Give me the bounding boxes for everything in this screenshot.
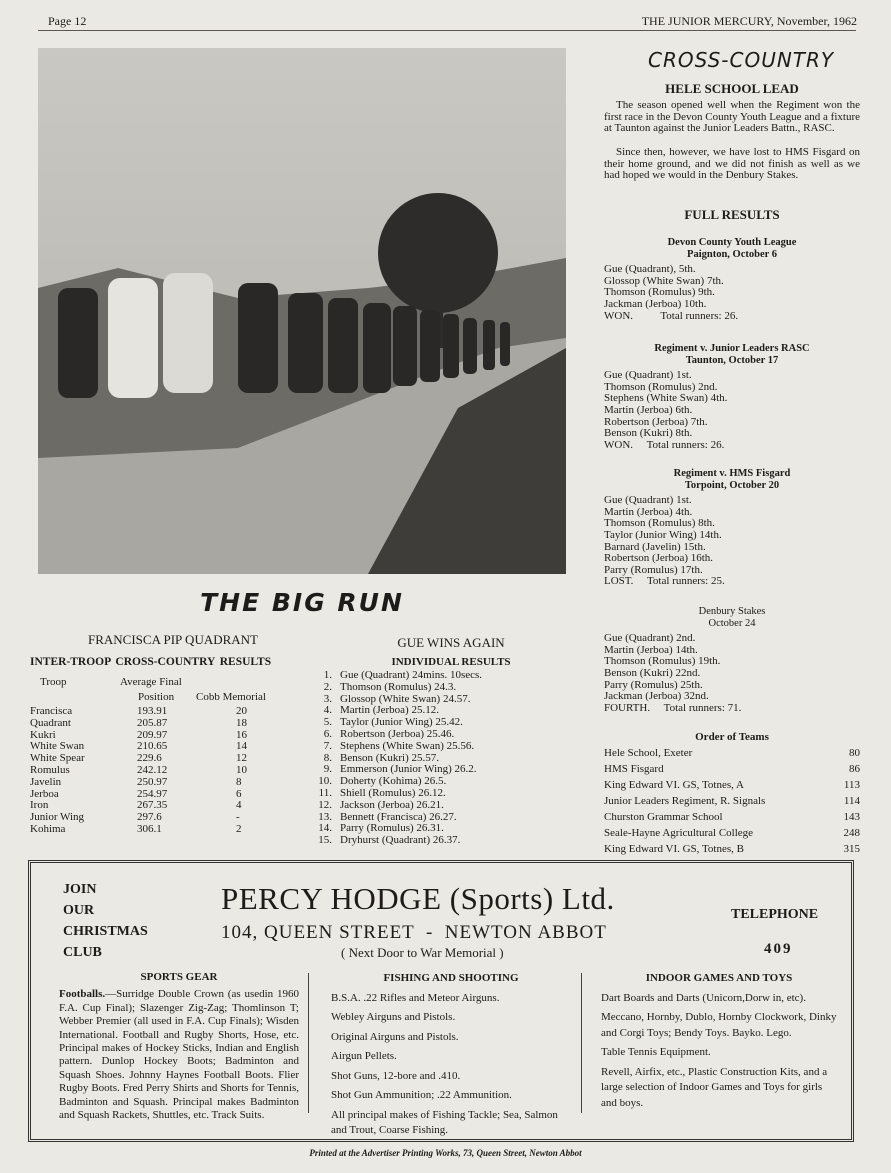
result-rank: 8. <box>323 751 332 764</box>
team-score: 113 <box>843 779 860 791</box>
page-number: Page 12 <box>48 14 87 28</box>
result-line: Martin (Jerboa) 6th. <box>604 403 693 416</box>
troop-cobb: 12 <box>236 752 247 765</box>
big-run-photo <box>38 48 566 574</box>
fishing-shooting-title: FISHING AND SHOOTING <box>383 972 519 984</box>
troop-name: White Spear <box>30 752 85 765</box>
troop-average: 267.35 <box>137 799 168 812</box>
team-row <box>604 809 860 825</box>
result-rank: 6. <box>323 727 332 740</box>
troop-cobb: 10 <box>236 763 247 776</box>
result-line: Taylor (Junior Wing) 14th. <box>604 528 722 541</box>
result-line: WON. Total runners: 26. <box>604 309 739 322</box>
team-row <box>604 825 860 841</box>
troop-name: Jerboa <box>30 787 59 800</box>
team-name: Junior Leaders Regiment, R. Signals <box>604 795 766 807</box>
sports-gear-text: —Surridge Double Crown (as usedin 1960 F.A. Cup Final); Slazenger Zig-Zag; Thomlinson T; Webber Premier (all used in F.A. Cup Finals); Wisden International. Football and Rugby Shorts, Hose, etc. Principal makes of Hockey Sticks, Indian and English pattern. Dunlop Hockey Boots; Badminton and Squash Shoes. Johnny Haynes Football Boots. Flier Rugby Boots. Fred Perry Shirts and Shorts for Tennis, Badminton and Squash. Principal makes Badminton and Squash Rackets, Shuttles, etc. Track Suits. <box>59 988 299 1122</box>
advert-item: Meccano, Hornby, Dublo, Hornby Clockwork, Dinky and Corgi Toys; Bendy Toys. Bayko. Lego. <box>601 1011 837 1039</box>
section-subheading: October 24 <box>708 617 756 629</box>
team-score: 143 <box>843 811 860 823</box>
quadrant-title: FRANCISCA PIP QUADRANT <box>88 632 258 647</box>
troop-cobb: 8 <box>236 775 242 788</box>
troop-average: 297.6 <box>137 811 162 824</box>
advert-item: Airgun Pellets. <box>331 1050 397 1062</box>
next-door-note: ( Next Door to War Memorial ) <box>341 945 504 960</box>
quadrant-table <box>30 706 300 836</box>
result-line: Gue (Quadrant), 5th. <box>604 263 696 276</box>
result-line: WON. Total runners: 26. <box>604 438 725 451</box>
result-line: LOST. Total runners: 25. <box>604 575 725 588</box>
quadrant-row <box>30 765 300 777</box>
result-line: Glossop (White Swan) 7th. <box>604 274 724 287</box>
col-average: Average Final <box>120 676 182 688</box>
result-rank: 10. <box>318 775 332 788</box>
result-line: Benson (Kukri) 22nd. <box>604 666 701 679</box>
quadrant-row <box>30 777 300 789</box>
result-line: Parry (Romulus) 25th. <box>604 678 703 691</box>
section-subheading: Paignton, October 6 <box>687 248 777 260</box>
join-text: JOIN <box>63 882 97 897</box>
result-line: Thomson (Romulus) 2nd. <box>604 380 718 393</box>
full-results-title: FULL RESULTS <box>684 207 780 222</box>
troop-cobb: 2 <box>236 822 242 835</box>
troop-average: 250.97 <box>137 775 168 788</box>
troop-name: Romulus <box>30 763 70 776</box>
sports-gear-title: SPORTS GEAR <box>140 971 218 983</box>
our-text: OUR <box>63 903 95 918</box>
result-line: Robertson (Jerboa) 16th. <box>604 552 714 565</box>
result-text: Bennett (Francisca) 26.27. <box>340 810 457 823</box>
advert-item: Table Tennis Equipment. <box>601 1046 711 1058</box>
section-subheading: Torpoint, October 20 <box>684 479 780 491</box>
result-line: Stephens (White Swan) 4th. <box>604 392 728 405</box>
result-line: Martin (Jerboa) 14th. <box>604 643 698 656</box>
cross-paragraph-1: The season opened well when the Regiment won the first race in the Devon County Youth League and a fixture at Taunton against the Junior Leaders Battn., RASC. <box>604 99 860 135</box>
troop-average: 306.1 <box>137 822 162 835</box>
troop-cobb: 16 <box>236 728 247 741</box>
result-line: Thomson (Romulus) 9th. <box>604 286 715 299</box>
publication-title: THE JUNIOR MERCURY, November, 1962 <box>641 14 857 28</box>
result-text: Martin (Jerboa) 25.12. <box>340 704 439 717</box>
individual-result-row <box>318 729 588 741</box>
result-line: Robertson (Jerboa) 7th. <box>604 415 708 428</box>
result-rank: 14. <box>318 822 332 835</box>
result-rank: 9. <box>323 763 332 776</box>
result-rank: 3. <box>323 692 332 705</box>
result-text: Stephens (White Swan) 25.56. <box>340 739 475 752</box>
cross-paragraph-2: Since then, however, we have lost to HMS Fisgard on their home ground, and we did not finish as well as we had hoped we would in the Denbury Stakes. <box>604 146 860 182</box>
result-section-1 <box>604 237 860 322</box>
troop-cobb: 18 <box>236 716 247 729</box>
result-rank: 2. <box>323 680 332 693</box>
individual-result-row <box>318 741 588 753</box>
team-name: King Edward VI. GS, Totnes, B <box>604 843 744 855</box>
column-divider <box>308 973 309 1113</box>
footballs-lead: Footballs. <box>59 988 106 1001</box>
result-text: Emmerson (Junior Wing) 26.2. <box>340 763 477 776</box>
result-line: FOURTH. Total runners: 71. <box>604 701 742 714</box>
team-row <box>604 841 860 857</box>
troop-name: Javelin <box>30 775 62 788</box>
fishing-shooting-column <box>331 971 571 1143</box>
result-section-4 <box>604 606 860 714</box>
troop-average: 209.97 <box>137 728 168 741</box>
quadrant-row <box>30 824 300 836</box>
club-text: CLUB <box>63 945 102 960</box>
telephone-label: TELEPHONE <box>731 907 819 922</box>
result-rank: 7. <box>323 739 332 752</box>
team-name: HMS Fisgard <box>604 763 664 775</box>
percy-hodge-advert <box>28 860 854 1142</box>
troop-name: Kohima <box>30 822 66 835</box>
order-of-teams-title: Order of Teams <box>695 731 769 743</box>
result-text: Taylor (Junior Wing) 25.42. <box>340 716 463 729</box>
result-line: Benson (Kukri) 8th. <box>604 427 693 440</box>
result-text: Parry (Romulus) 26.31. <box>340 822 444 835</box>
result-line: Gue (Quadrant) 2nd. <box>604 632 696 645</box>
order-of-teams <box>604 745 860 857</box>
result-text: Robertson (Jerboa) 25.46. <box>340 727 455 740</box>
result-rank: 1. <box>323 669 332 681</box>
individual-result-row <box>318 788 588 800</box>
result-rank: 13. <box>318 810 332 823</box>
troop-average: 210.65 <box>137 740 168 753</box>
result-line: Gue (Quadrant) 1st. <box>604 494 692 507</box>
individual-results <box>318 670 588 847</box>
header-rule <box>38 30 856 31</box>
troop-name: Kukri <box>30 728 56 741</box>
troop-name: White Swan <box>30 740 85 753</box>
troop-average: 254.97 <box>137 787 168 800</box>
result-section-3 <box>604 468 860 588</box>
team-row <box>604 745 860 761</box>
result-line: Thomson (Romulus) 19th. <box>604 655 721 668</box>
advert-item: Shot Guns, 12-bore and .410. <box>331 1069 461 1082</box>
result-text: Gue (Quadrant) 24mins. 10secs. <box>340 669 483 681</box>
section-heading: Regiment v. HMS Fisgard <box>673 468 791 479</box>
result-rank: 15. <box>318 834 332 847</box>
troop-cobb: 14 <box>236 740 247 753</box>
advert-item: Shot Gun Ammunition; .22 Ammunition. <box>331 1089 512 1101</box>
result-line: Parry (Romulus) 17th. <box>604 563 703 576</box>
telephone-number: 409 <box>764 941 793 957</box>
result-line: Jackman (Jerboa) 32nd. <box>604 690 709 703</box>
troop-cobb: - <box>236 811 240 824</box>
result-text: Thomson (Romulus) 24.3. <box>340 680 457 693</box>
troop-average: 193.91 <box>137 705 168 717</box>
advert-item: Dart Boards and Darts (Unicorn,Dorw in, etc). <box>601 991 806 1004</box>
column-divider <box>581 973 582 1113</box>
result-text: Shiell (Romulus) 26.12. <box>340 786 446 799</box>
gue-subtitle: INDIVIDUAL RESULTS <box>391 656 511 668</box>
gue-title: GUE WINS AGAIN <box>397 635 505 650</box>
result-text: Glossop (White Swan) 24.57. <box>340 692 471 705</box>
section-heading: Devon County Youth League <box>667 237 797 248</box>
advert-item: Webley Airguns and Pistols. <box>331 1011 456 1023</box>
troop-average: 205.87 <box>137 716 168 729</box>
company-address: 104, QUEEN STREET - NEWTON ABBOT <box>221 922 607 943</box>
result-line: Gue (Quadrant) 1st. <box>604 369 692 382</box>
section-subheading: Taunton, October 17 <box>685 354 779 366</box>
individual-result-row <box>318 682 588 694</box>
christmas-text: CHRISTMAS <box>63 924 148 939</box>
printer-credit: Printed at the Advertiser Printing Works, 73, Queen Street, Newton Abbot <box>309 1148 582 1158</box>
result-text: Doherty (Kohima) 26.5. <box>340 775 447 788</box>
quadrant-row <box>30 718 300 730</box>
team-row <box>604 761 860 777</box>
result-section-2 <box>604 343 860 451</box>
troop-name: Iron <box>30 799 49 812</box>
result-line: Jackman (Jerboa) 10th. <box>604 297 707 310</box>
sports-gear-column <box>59 971 299 1122</box>
team-name: Seale-Hayne Agricultural College <box>604 827 754 839</box>
result-text: Jackson (Jerboa) 26.21. <box>340 798 444 811</box>
result-rank: 11. <box>318 786 332 799</box>
result-rank: 4. <box>323 704 332 717</box>
company-name: PERCY HODGE (Sports) Ltd. <box>221 881 615 916</box>
result-rank: 5. <box>323 716 332 729</box>
team-score: 86 <box>849 763 860 775</box>
troop-average: 242.12 <box>137 763 168 776</box>
col-position: Position <box>138 691 175 703</box>
troop-name: Quadrant <box>30 716 71 729</box>
result-text: Benson (Kukri) 25.57. <box>340 751 439 764</box>
result-line: Thomson (Romulus) 8th. <box>604 517 715 530</box>
team-name: King Edward VI. GS, Totnes, A <box>604 779 744 791</box>
individual-result-row <box>318 800 588 812</box>
team-name: Churston Grammar School <box>604 811 723 823</box>
section-heading: Denbury Stakes <box>698 606 766 617</box>
troop-cobb: 20 <box>236 705 247 717</box>
team-score: 114 <box>843 795 860 807</box>
quadrant-subtitle: INTER-TROOP CROSS-COUNTRY RESULTS <box>30 656 272 668</box>
team-score: 80 <box>849 747 860 759</box>
troop-cobb: 6 <box>236 787 242 800</box>
christmas-club <box>63 879 148 963</box>
col-troop: Troop <box>40 676 67 688</box>
indoor-games-column <box>601 971 837 1115</box>
individual-result-row <box>318 835 588 847</box>
section-heading: Regiment v. Junior Leaders RASC <box>654 343 810 354</box>
advert-item: Original Airguns and Pistols. <box>331 1030 459 1043</box>
team-name: Hele School, Exeter <box>604 747 693 759</box>
team-row <box>604 777 860 793</box>
advert-item: B.S.A. .22 Rifles and Meteor Airguns. <box>331 991 500 1004</box>
team-row <box>604 793 860 809</box>
troop-cobb: 4 <box>236 799 242 812</box>
advert-item: All principal makes of Fishing Tackle; Sea, Salmon and Trout, Coarse Fishing. <box>331 1108 558 1136</box>
advert-item: Revell, Airfix, etc., Plastic Construction Kits, and a large selection of Indoor Games and Toys for girls and boys. <box>601 1065 828 1109</box>
photo-caption: THE BIG RUN <box>200 588 404 617</box>
troop-name: Francisca <box>30 705 73 717</box>
indoor-games-title: INDOOR GAMES AND TOYS <box>645 972 793 984</box>
team-score: 248 <box>843 827 860 839</box>
troop-average: 229.6 <box>137 752 162 765</box>
troop-name: Junior Wing <box>30 811 85 824</box>
team-score: 315 <box>843 843 860 855</box>
quadrant-row <box>30 812 300 824</box>
col-cobb: Cobb Memorial <box>196 691 266 703</box>
result-text: Dryhurst (Quadrant) 26.37. <box>340 834 461 847</box>
cross-country-subtitle: HELE SCHOOL LEAD <box>665 81 799 96</box>
result-line: Barnard (Javelin) 15th. <box>604 540 706 553</box>
cross-country-title: CROSS-COUNTRY <box>648 48 835 72</box>
result-rank: 12. <box>318 798 332 811</box>
result-line: Martin (Jerboa) 4th. <box>604 505 693 518</box>
